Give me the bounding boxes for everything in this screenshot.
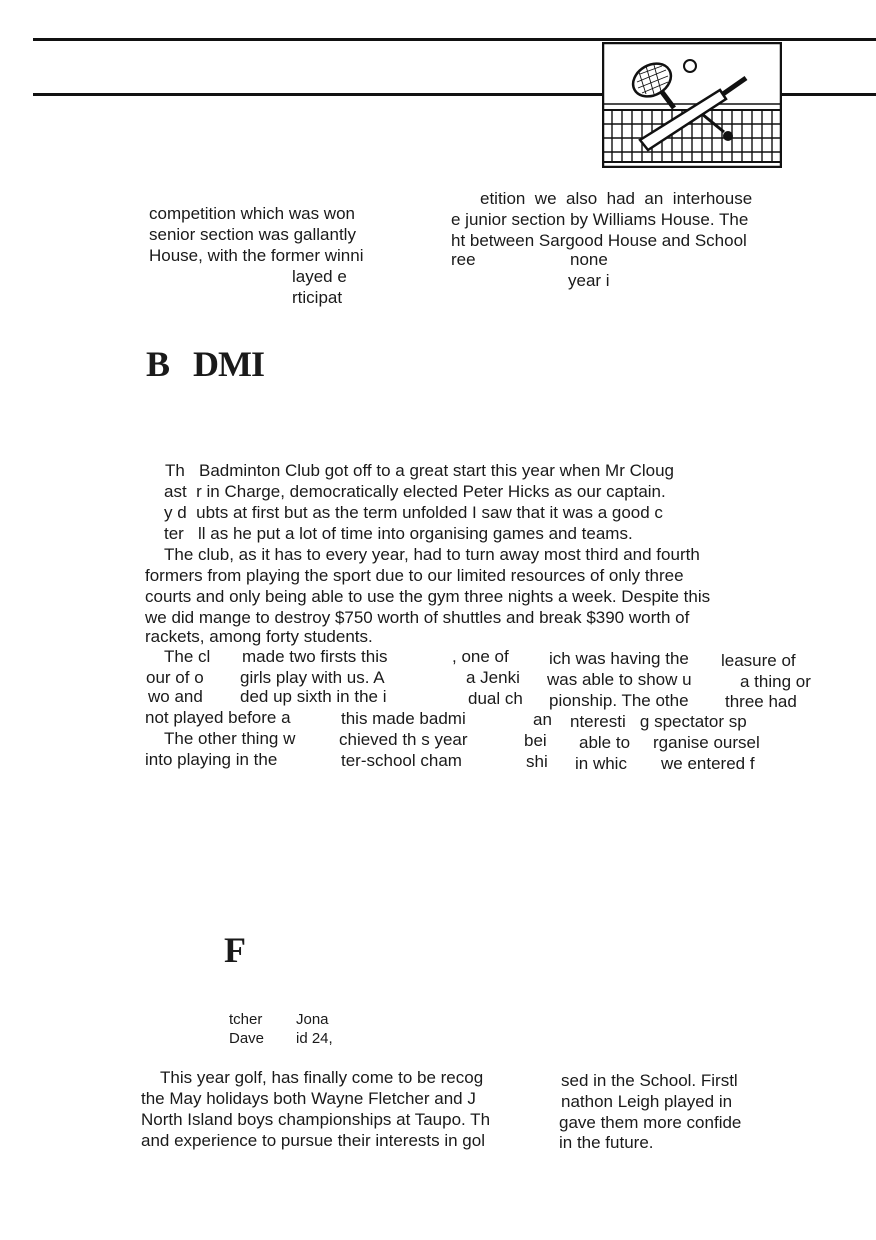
badminton-line: Th Badminton Club got off to a great start this year when Mr Cloug (165, 461, 674, 480)
golf-line: North Island boys championships at Taupo. Th (141, 1110, 491, 1129)
badminton-fragment: not played before a (145, 708, 291, 727)
golf-name-fragment: Jona (296, 1011, 329, 1028)
golf-line: in the future. (559, 1133, 654, 1152)
badminton-fragment: this made badmi (341, 709, 466, 728)
badminton-fragment: rganise oursel (653, 733, 760, 752)
golf-name-fragment: id 24, (296, 1030, 333, 1047)
badminton-fragment: leasure of (721, 651, 796, 670)
badminton-fragment: wo and (148, 687, 203, 706)
golf-name-fragment: Dave (229, 1030, 265, 1047)
badminton-line: rackets, among forty students. (145, 627, 373, 646)
badminton-line: y d ubts at first but as the term unfolded I saw that it was a good c (164, 503, 663, 522)
top-left-line: layed e (292, 267, 347, 286)
badminton-fragment: made two firsts this (242, 647, 388, 666)
badminton-fragment: bei (524, 731, 547, 750)
golf-line: and experience to pursue their interests in gol (141, 1131, 485, 1150)
badminton-fragment: was able to show u (547, 670, 692, 689)
golf-heading: F (224, 930, 245, 970)
badminton-fragment: ich was having the (549, 649, 689, 668)
golf-name-fragment: tcher (229, 1011, 263, 1028)
top-right-line: ree (451, 250, 476, 269)
badminton-fragment: ter-school cham (341, 751, 462, 770)
badminton-fragment: The cl (164, 647, 211, 666)
header-rule-bottom-right (782, 93, 876, 96)
header-rule-bottom (33, 93, 603, 96)
badminton-fragment: The other thing w (164, 729, 296, 748)
top-left-line: senior section was gallantly (149, 225, 356, 244)
badminton-fragment: chieved th s year (339, 730, 468, 749)
badminton-line: courts and only being able to use the gym three nights a week. Despite this (145, 587, 711, 606)
badminton-line: formers from playing the sport due to our limited resources of only three (145, 566, 684, 585)
badminton-fragment: pionship. The othe (549, 691, 689, 710)
top-left-line: rticipat (292, 288, 343, 307)
badminton-line: we did mange to destroy $750 worth of shuttles and break $390 worth of (145, 608, 690, 627)
top-right-line: e junior section by Williams House. The (451, 210, 749, 229)
golf-line: sed in the School. Firstl (561, 1071, 738, 1090)
badminton-fragment: in whic (575, 754, 627, 773)
badminton-fragment: able to (579, 733, 631, 752)
header-rule-top (33, 38, 876, 41)
badminton-fragment: our of o (146, 668, 204, 687)
top-right-line: etition we also had an interhouse (480, 189, 753, 208)
badminton-heading: B DMI (146, 344, 264, 384)
badminton-fragment: a thing or (740, 672, 811, 691)
top-right-line: year i (568, 271, 610, 290)
top-left-line: House, with the former winni (149, 246, 364, 265)
golf-line: This year golf, has finally come to be recog (160, 1068, 484, 1087)
badminton-fragment: nteresti g spectator sp (570, 712, 747, 731)
badminton-fragment: three had (725, 692, 797, 711)
sports-emblem-icon (602, 42, 782, 168)
golf-line: gave them more confide (559, 1113, 742, 1132)
badminton-fragment: a Jenki (466, 668, 520, 687)
badminton-fragment: shi (526, 752, 548, 771)
top-right-line: ht between Sargood House and School (451, 231, 747, 250)
badminton-line: The club, as it has to every year, had to turn away most third and fourth (164, 545, 700, 564)
badminton-line: ter ll as he put a lot of time into organising games and teams. (164, 524, 633, 543)
badminton-fragment: an (533, 710, 552, 729)
golf-line: nathon Leigh played in (561, 1092, 733, 1111)
badminton-fragment: ded up sixth in the i (240, 687, 387, 706)
badminton-fragment: girls play with us. A (240, 668, 385, 687)
badminton-fragment: into playing in the (145, 750, 278, 769)
top-left-line: competition which was won (149, 204, 355, 223)
top-right-line: none (570, 250, 608, 269)
badminton-line: ast r in Charge, democratically elected Peter Hicks as our captain. (164, 482, 666, 501)
badminton-fragment: dual ch (468, 689, 523, 708)
golf-line: the May holidays both Wayne Fletcher and J (141, 1089, 476, 1108)
badminton-fragment: we entered f (661, 754, 755, 773)
badminton-fragment: , one of (452, 647, 509, 666)
